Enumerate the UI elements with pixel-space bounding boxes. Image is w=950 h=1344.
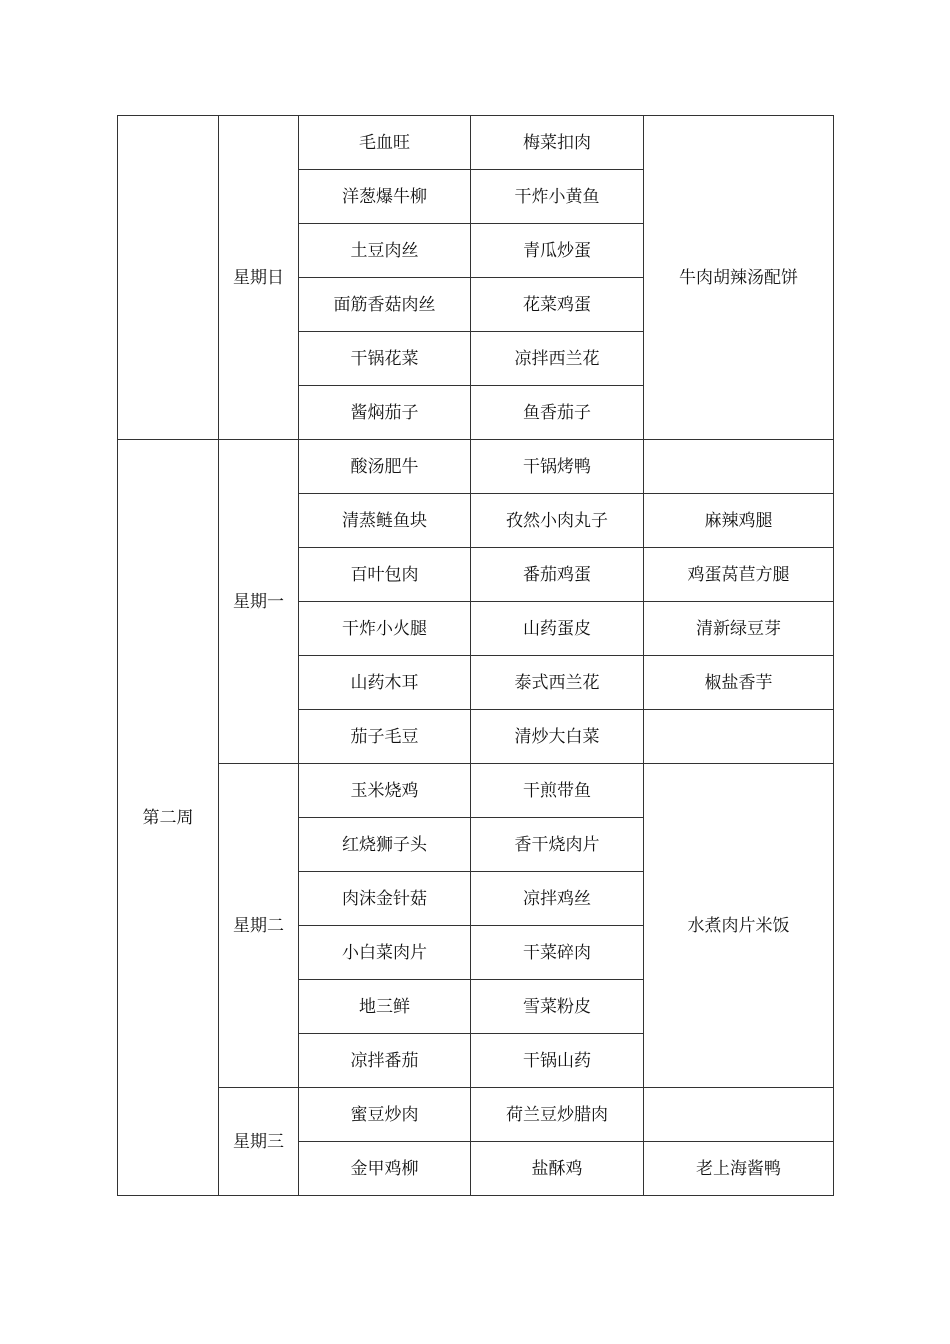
dish-cell: 梅菜扣肉 — [471, 116, 644, 170]
dish-cell — [644, 710, 834, 764]
menu-table — [117, 115, 834, 1196]
day-cell: 星期三 — [219, 1088, 299, 1196]
dish-cell: 干煎带鱼 — [471, 764, 644, 818]
dish-cell — [644, 1088, 834, 1142]
dish-cell: 地三鲜 — [299, 980, 471, 1034]
week-cell — [118, 116, 219, 440]
dish-cell — [644, 440, 834, 494]
dish-cell: 洋葱爆牛柳 — [299, 170, 471, 224]
dish-cell: 雪菜粉皮 — [471, 980, 644, 1034]
dish-cell: 凉拌鸡丝 — [471, 872, 644, 926]
table-row — [118, 116, 834, 170]
dish-cell: 番茄鸡蛋 — [471, 548, 644, 602]
dish-cell: 干锅花菜 — [299, 332, 471, 386]
day-cell: 星期一 — [219, 440, 299, 764]
table-row — [118, 440, 834, 494]
dish-cell: 玉米烧鸡 — [299, 764, 471, 818]
dish-cell: 小白菜肉片 — [299, 926, 471, 980]
dish-cell: 鸡蛋莴苣方腿 — [644, 548, 834, 602]
day-cell: 星期二 — [219, 764, 299, 1088]
dish-cell: 红烧狮子头 — [299, 818, 471, 872]
dish-cell: 百叶包肉 — [299, 548, 471, 602]
dish-cell: 清新绿豆芽 — [644, 602, 834, 656]
dish-cell: 蜜豆炒肉 — [299, 1088, 471, 1142]
dish-cell: 凉拌番茄 — [299, 1034, 471, 1088]
dish-cell: 荷兰豆炒腊肉 — [471, 1088, 644, 1142]
staple-cell: 牛肉胡辣汤配饼 — [644, 116, 834, 440]
dish-cell: 老上海酱鸭 — [644, 1142, 834, 1196]
dish-cell: 山药木耳 — [299, 656, 471, 710]
dish-cell: 茄子毛豆 — [299, 710, 471, 764]
dish-cell: 干菜碎肉 — [471, 926, 644, 980]
dish-cell: 毛血旺 — [299, 116, 471, 170]
dish-cell: 泰式西兰花 — [471, 656, 644, 710]
dish-cell: 香干烧肉片 — [471, 818, 644, 872]
dish-cell: 椒盐香芋 — [644, 656, 834, 710]
dish-cell: 土豆肉丝 — [299, 224, 471, 278]
dish-cell: 鱼香茄子 — [471, 386, 644, 440]
dish-cell: 干锅山药 — [471, 1034, 644, 1088]
dish-cell: 青瓜炒蛋 — [471, 224, 644, 278]
staple-cell: 水煮肉片米饭 — [644, 764, 834, 1088]
dish-cell: 清蒸鲢鱼块 — [299, 494, 471, 548]
table-row — [118, 1088, 834, 1142]
day-cell: 星期日 — [219, 116, 299, 440]
week-cell: 第二周 — [118, 440, 219, 1196]
dish-cell: 金甲鸡柳 — [299, 1142, 471, 1196]
dish-cell: 干锅烤鸭 — [471, 440, 644, 494]
dish-cell: 面筋香菇肉丝 — [299, 278, 471, 332]
dish-cell: 酱焖茄子 — [299, 386, 471, 440]
dish-cell: 干炸小火腿 — [299, 602, 471, 656]
dish-cell: 花菜鸡蛋 — [471, 278, 644, 332]
dish-cell: 山药蛋皮 — [471, 602, 644, 656]
table-row — [118, 764, 834, 818]
dish-cell: 酸汤肥牛 — [299, 440, 471, 494]
dish-cell: 肉沫金针菇 — [299, 872, 471, 926]
dish-cell: 清炒大白菜 — [471, 710, 644, 764]
dish-cell: 麻辣鸡腿 — [644, 494, 834, 548]
dish-cell: 盐酥鸡 — [471, 1142, 644, 1196]
dish-cell: 干炸小黄鱼 — [471, 170, 644, 224]
dish-cell: 孜然小肉丸子 — [471, 494, 644, 548]
dish-cell: 凉拌西兰花 — [471, 332, 644, 386]
